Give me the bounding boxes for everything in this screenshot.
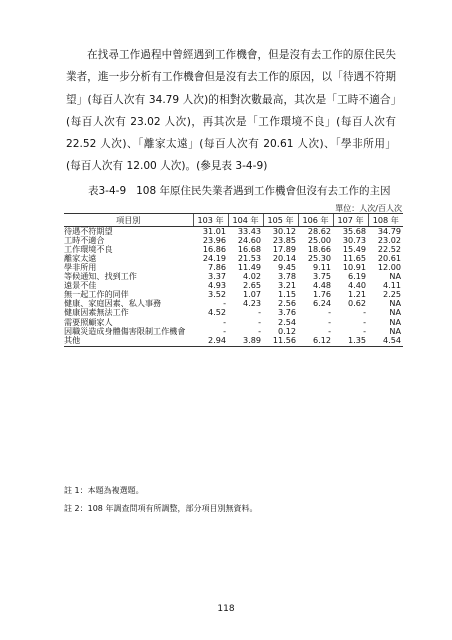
- table-notes: [64, 482, 257, 518]
- cell-value: 4.40: [347, 280, 366, 291]
- row-label: 因職災造成身體傷害限制工作機會: [64, 325, 186, 336]
- cell-value: -: [223, 325, 226, 336]
- cell-value: 6.19: [347, 271, 366, 282]
- cell-value: 22.52: [377, 243, 401, 254]
- cell-value: 12.00: [377, 261, 401, 272]
- cell-value: 0.12: [277, 325, 296, 336]
- cell-value: 25.30: [307, 252, 331, 263]
- cell-value: -: [328, 325, 331, 336]
- cell-value: 3.52: [207, 289, 226, 300]
- cell-value: 6.12: [298, 336, 333, 347]
- cell-value: 2.65: [242, 280, 261, 291]
- row-label: 待遇不符期望: [64, 225, 113, 236]
- cell-value: 10.91: [342, 261, 366, 272]
- cell-value: NA: [389, 307, 401, 318]
- cell-value: 18.66: [307, 243, 331, 254]
- row-label: 工作環境不良: [64, 243, 113, 254]
- table-row: [64, 336, 403, 347]
- cell-value: 34.79: [377, 225, 401, 236]
- table-title: 108 年原住民失業者遇到工作機會但沒有去工作的主因: [136, 185, 391, 197]
- header-year: 105 年: [263, 214, 298, 227]
- page-number: 118: [217, 604, 235, 614]
- cell-value: 30.12: [272, 225, 296, 236]
- row-label: 無一起工作的同伴: [64, 289, 129, 300]
- row-label: 學非所用: [64, 261, 97, 272]
- row-label: 工時不適合: [64, 234, 105, 245]
- cell-value: -: [258, 325, 261, 336]
- cell-value: 4.23: [242, 298, 261, 309]
- cell-value: 3.76: [277, 307, 296, 318]
- cell-value: -: [363, 325, 366, 336]
- cell-value: -: [363, 316, 366, 327]
- table-caption: [88, 183, 391, 198]
- cell-value: 28.62: [307, 225, 331, 236]
- cell-value: NA: [389, 298, 401, 309]
- cell-value: NA: [389, 271, 401, 282]
- cell-value: 23.02: [377, 234, 401, 245]
- cell-value: 21.53: [237, 252, 261, 263]
- cell-value: 33.43: [237, 225, 261, 236]
- cell-value: 3.78: [277, 271, 296, 282]
- cell-value: 3.37: [207, 271, 226, 282]
- cell-value: 31.01: [202, 225, 226, 236]
- cell-value: 24.60: [237, 234, 261, 245]
- cell-value: -: [258, 316, 261, 327]
- cell-value: -: [328, 307, 331, 318]
- row-label: 健康因素無法工作: [64, 307, 129, 318]
- cell-value: 17.89: [272, 243, 296, 254]
- header-year: 103 年: [193, 214, 228, 227]
- cell-value: 25.00: [307, 234, 331, 245]
- header-year: 106 年: [298, 214, 333, 227]
- cell-value: -: [223, 316, 226, 327]
- cell-value: -: [258, 307, 261, 318]
- header-year: 107 年: [333, 214, 368, 227]
- cell-value: 2.54: [277, 316, 296, 327]
- cell-value: 7.86: [207, 261, 226, 272]
- cell-value: -: [223, 298, 226, 309]
- cell-value: 20.61: [377, 252, 401, 263]
- cell-value: 9.45: [277, 261, 296, 272]
- cell-value: 4.54: [368, 336, 403, 347]
- row-label: 需要照顧家人: [64, 316, 113, 327]
- cell-value: 2.25: [382, 289, 401, 300]
- cell-value: 20.14: [272, 252, 296, 263]
- row-label: 健康、家庭因素、私人事務: [64, 298, 162, 309]
- cell-value: 15.49: [342, 243, 366, 254]
- table-number: 表3-4-9: [88, 185, 127, 197]
- cell-value: 23.85: [272, 234, 296, 245]
- table-row: [64, 308, 403, 317]
- cell-value: 1.21: [347, 289, 366, 300]
- cell-value: 1.15: [277, 289, 296, 300]
- cell-value: 3.89: [228, 336, 263, 347]
- data-table: [64, 213, 403, 347]
- cell-value: 23.96: [202, 234, 226, 245]
- row-label: 其他: [64, 336, 193, 347]
- cell-value: 4.48: [312, 280, 331, 291]
- row-label: 遠景不佳: [64, 280, 97, 291]
- body-paragraph: 在找尋工作過程中曾經遇到工作機會，但是沒有去工作的原住民失業者，進一步分析有工作機會但是沒有去工作的原因，以「待遇不符期望」(每百人次有 34.79 人次)的相對次數最高，其次是「工時不適合」(每百人次有 23.02 人次)，再其次是「工作環境不良」(每百人次有 22.52 人次)、「離家太遠」(每百人次有 20.61 人次)、「學非所用」(每百人次有 12.00 人次)。(參見表 3-4-9): [66, 49, 396, 173]
- cell-value: 1.76: [312, 289, 331, 300]
- table-header-row: [64, 214, 403, 227]
- cell-value: 3.21: [277, 280, 296, 291]
- cell-value: 30.73: [342, 234, 366, 245]
- cell-value: 4.93: [207, 280, 226, 291]
- cell-value: 11.56: [263, 336, 298, 347]
- cell-value: NA: [389, 316, 401, 327]
- cell-value: 0.62: [347, 298, 366, 309]
- header-category: 項目別: [64, 214, 193, 227]
- row-label: 等候通知、找到工作: [64, 271, 137, 282]
- cell-value: 3.75: [312, 271, 331, 282]
- cell-value: NA: [389, 325, 401, 336]
- cell-value: 4.11: [382, 280, 401, 291]
- cell-value: 6.24: [312, 298, 331, 309]
- cell-value: 1.35: [333, 336, 368, 347]
- cell-value: 16.86: [202, 243, 226, 254]
- note-1: 註 1：本題為複選題。: [64, 486, 144, 495]
- cell-value: 4.52: [207, 307, 226, 318]
- cell-value: 9.11: [312, 261, 331, 272]
- cell-value: 2.94: [193, 336, 228, 347]
- cell-value: 11.65: [342, 252, 366, 263]
- cell-value: 1.07: [242, 289, 261, 300]
- cell-value: 24.19: [202, 252, 226, 263]
- unit-label: 單位：人次/百人次: [335, 204, 402, 213]
- cell-value: 11.49: [237, 261, 261, 272]
- note-2: 註 2：108 年調查問項有所調整，部分項目別無資料。: [64, 504, 258, 513]
- header-year: 108 年: [368, 214, 403, 227]
- cell-value: 4.02: [242, 271, 261, 282]
- header-year: 104 年: [228, 214, 263, 227]
- cell-value: 16.68: [237, 243, 261, 254]
- cell-value: 35.68: [342, 225, 366, 236]
- cell-value: -: [328, 316, 331, 327]
- row-label: 離家太遠: [64, 252, 97, 263]
- cell-value: 2.56: [277, 298, 296, 309]
- cell-value: -: [363, 307, 366, 318]
